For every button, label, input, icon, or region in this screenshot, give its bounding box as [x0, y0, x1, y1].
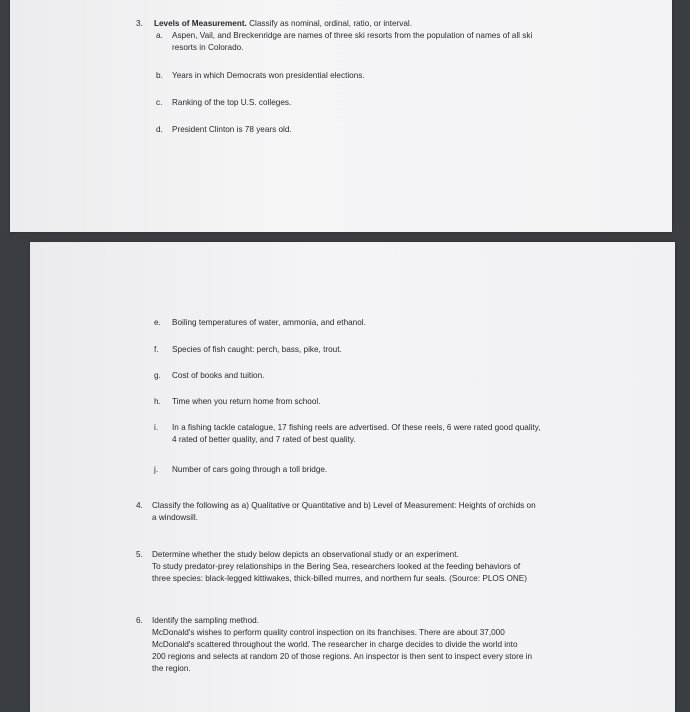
item-f-text: Species of fish caught: perch, bass, pike, trout.	[172, 345, 342, 354]
question-5-text-line1: Determine whether the study below depicts an observational study or an experiment.	[152, 550, 459, 559]
question-6-text-line5: the region.	[152, 664, 191, 673]
item-f-letter: f.	[154, 345, 159, 354]
question-3-instruction: Classify as nominal, ordinal, ratio, or interval.	[249, 19, 413, 28]
item-i-text-line2: 4 rated of better quality, and 7 rated of best quality.	[172, 435, 356, 444]
question-6-text-line1: Identify the sampling method.	[152, 616, 259, 625]
item-c-letter: c.	[156, 98, 163, 107]
question-5-text-line2: To study predator-prey relationships in the Bering Sea, researchers looked at the feeding behaviors of	[152, 562, 521, 571]
item-g-letter: g.	[154, 371, 161, 380]
item-j-letter: j.	[154, 465, 159, 474]
worksheet-page-top	[10, 0, 672, 232]
question-4-text-line1: Classify the following as a) Qualitative or Quantitative and b) Level of Measurement: Heights of orchids on	[152, 501, 536, 510]
question-4-text-line2: a windowsill.	[152, 513, 198, 522]
question-5-text-line3: three species: black-legged kittiwakes, thick-billed murres, and northern fur seals. (Source: PLOS ONE)	[152, 574, 527, 583]
question-6-number: 6.	[136, 616, 143, 625]
question-3-title: Levels of Measurement.	[154, 19, 247, 28]
item-e-letter: e.	[154, 318, 161, 327]
question-6-text-line3: McDonald's scattered throughout the world. The researcher in charge decides to divide the world into	[152, 640, 518, 649]
item-b-text: Years in which Democrats won presidential elections.	[172, 71, 365, 80]
question-4-number: 4.	[136, 501, 143, 510]
item-e-text: Boiling temperatures of water, ammonia, and ethanol.	[172, 318, 366, 327]
item-h-letter: h.	[154, 397, 161, 406]
question-3-heading	[154, 18, 412, 30]
worksheet-page-bottom	[30, 242, 675, 712]
item-d-letter: d.	[156, 125, 163, 134]
item-h-text: Time when you return home from school.	[172, 397, 321, 406]
question-6-text-line2: McDonald's wishes to perform quality control inspection on its franchises. There are about 37,000	[152, 628, 505, 637]
item-b-letter: b.	[156, 71, 163, 80]
item-a-text-line2: resorts in Colorado.	[172, 43, 244, 52]
question-5-number: 5.	[136, 550, 143, 559]
item-d-text: President Clinton is 78 years old.	[172, 125, 292, 134]
question-6-text-line4: 200 regions and selects at random 20 of those regions. An inspector is then sent to inspect every store in	[152, 652, 533, 661]
item-c-text: Ranking of the top U.S. colleges.	[172, 98, 292, 107]
question-3-number: 3.	[136, 19, 143, 28]
item-g-text: Cost of books and tuition.	[172, 371, 265, 380]
item-i-text-line1: In a fishing tackle catalogue, 17 fishing reels are advertised. Of these reels, 6 were rated good quality,	[172, 423, 541, 432]
item-i-letter: i.	[154, 423, 159, 432]
item-a-letter: a.	[156, 31, 163, 40]
item-j-text: Number of cars going through a toll bridge.	[172, 465, 328, 474]
item-a-text-line1: Aspen, Vail, and Breckenridge are names of three ski resorts from the population of names of all ski	[172, 31, 533, 40]
